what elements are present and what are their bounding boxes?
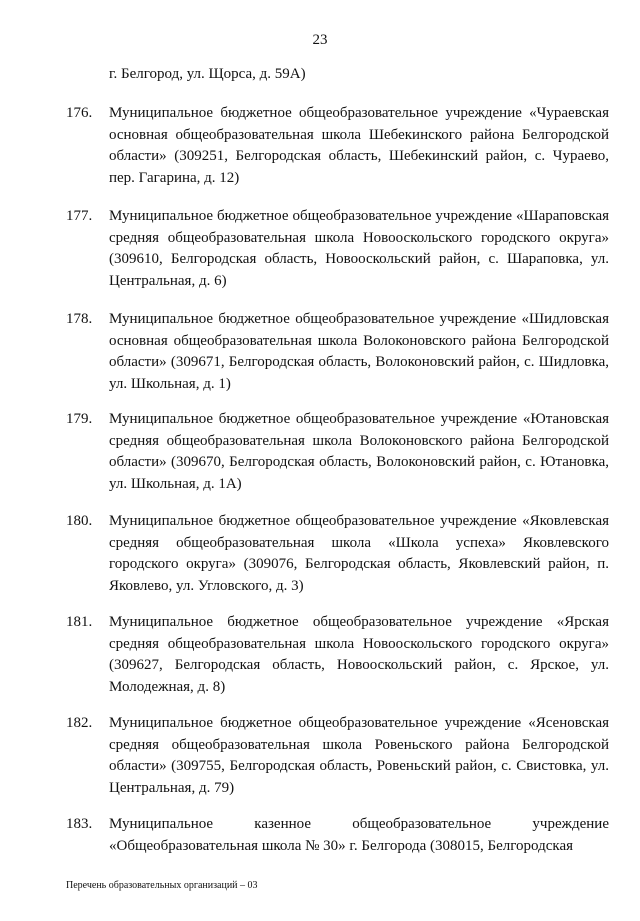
entry-number: 182.: [66, 715, 93, 731]
entry-number: 180.: [66, 513, 93, 529]
entry-text: Муниципальное бюджетное общеобразовательное учреждение «Чураевская основная общеобразовательная школа Шебекинского района Белгородской области» (309251, Белгородская область, Шебекинский район, с. Чураево, пер. Гагарина, д. 12): [109, 105, 609, 186]
entry-text: Муниципальное бюджетное общеобразовательное учреждение «Шидловская основная общеобразовательная школа Волоконовского района Белгородской области» (309671, Белгородская область, Волоконовский район, с. Шидловка, ул. Школьная, д. 1): [109, 311, 609, 392]
entry-number: 178.: [66, 311, 93, 327]
entry-text: Муниципальное бюджетное общеобразовательное учреждение «Шараповская средняя общеобразовательная школа Новооскольского городского округа» (309610, Белгородская область, Новооскольский район, с. Шараповка, ул. Центральная, д. 6): [109, 208, 609, 289]
entry-number: 176.: [66, 105, 93, 121]
page-number: 23: [312, 32, 328, 48]
entry-number: 183.: [66, 816, 93, 832]
entry-text: Муниципальное бюджетное общеобразовательное учреждение «Ютановская средняя общеобразовательная школа Волоконовского района Белгородской области» (309670, Белгородская область, Волоконовский район, с. Ютановка, ул. Школьная, д. 1А): [109, 411, 609, 492]
entry-text: Муниципальное казенное общеобразовательное учреждение «Общеобразовательная школа № 30» г. Белгорода (308015, Белгородская: [109, 816, 609, 854]
footer-text: Перечень образовательных организаций – 03: [66, 880, 258, 891]
entry-number: 179.: [66, 411, 93, 427]
continuation-text: г. Белгород, ул. Щорса, д. 59А): [109, 66, 306, 82]
entry-text: Муниципальное бюджетное общеобразовательное учреждение «Ясеновская средняя общеобразовательная школа Ровеньского района Белгородской области» (309755, Белгородская область, Ровеньский район, с. Свистовка, ул. Центральная, д. 79): [109, 715, 609, 796]
entry-text: Муниципальное бюджетное общеобразовательное учреждение «Ярская средняя общеобразовательная школа Новооскольского городского округа» (309627, Белгородская область, Новооскольский район, с. Ярское, ул. Молодежная, д. 8): [109, 614, 609, 695]
entry-number: 177.: [66, 208, 93, 224]
entry-text: Муниципальное бюджетное общеобразовательное учреждение «Яковлевская средняя общеобразовательная школа «Школа успеха» Яковлевского городского округа» (309076, Белгородская область, Яковлевский район, п. Яковлево, ул. Угловского, д. 3): [109, 513, 609, 594]
entry-number: 181.: [66, 614, 93, 630]
